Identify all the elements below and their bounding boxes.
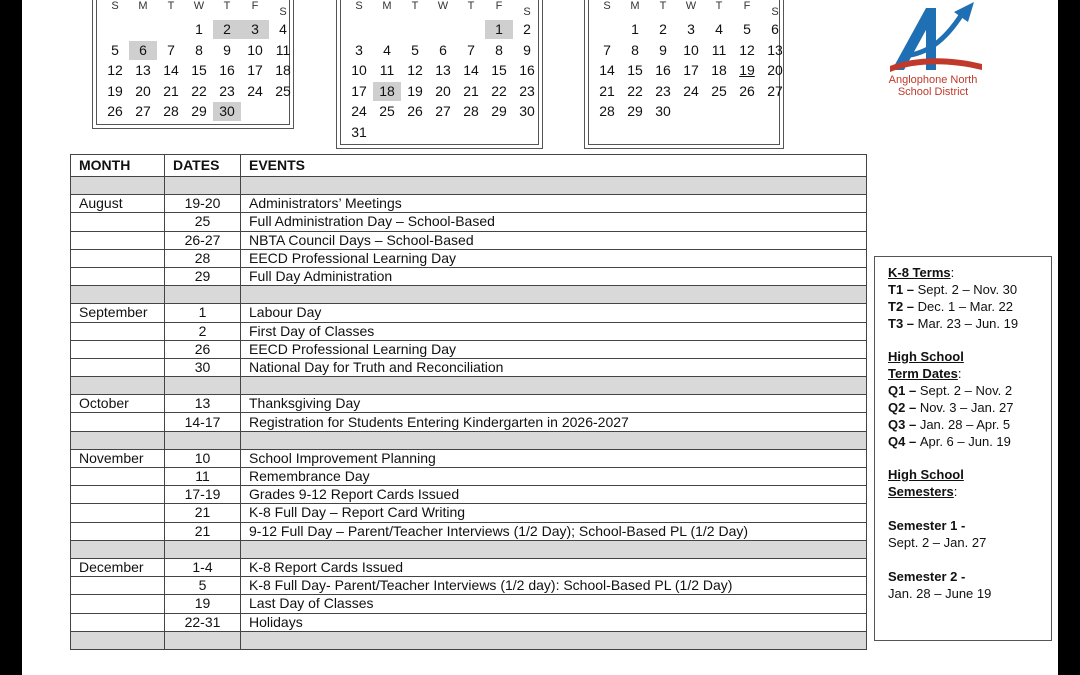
hs-terms-heading-1: High School bbox=[888, 349, 964, 364]
calendar-day: 22 bbox=[627, 82, 643, 99]
calendar-day: 11 bbox=[711, 41, 727, 58]
spacer-cell bbox=[165, 377, 241, 395]
calendar-day: 3 bbox=[355, 41, 363, 58]
term-label: T1 bbox=[888, 282, 904, 297]
month-cell bbox=[71, 322, 165, 340]
month-cell bbox=[71, 267, 165, 285]
calendar-weekday-header bbox=[337, 0, 542, 20]
table-row bbox=[71, 231, 867, 249]
calendar-day: 5 bbox=[111, 41, 119, 58]
table-row bbox=[71, 304, 867, 322]
spacer-cell bbox=[241, 377, 867, 395]
term-info-box: K-8 Terms: T1 – Sept. 2 – Nov. 30 T2 – Dec. 1 – Mar. 22 T3 – Mar. 23 – Jun. 19 High School Term Dates: Q1 – Sept. 2 – Nov. 2 Q2 – Nov. 3 – Jan. 27 Q3 – Jan. 28 – Apr. 5 Q4 – Apr. 6 – Jun. 19 High School Semesters: Semester 1 - Sept. 2 – Jan. 27 Semester 2 - Jan. 28 – June 19 bbox=[874, 256, 1052, 641]
calendar-day: 16 bbox=[219, 62, 235, 78]
month-cell: October bbox=[71, 395, 165, 413]
weekday-label: W bbox=[193, 0, 205, 12]
calendar-day: 1 bbox=[195, 21, 203, 37]
month-cell bbox=[71, 358, 165, 376]
table-row bbox=[71, 249, 867, 267]
table-row bbox=[71, 449, 867, 467]
spacer-cell bbox=[165, 286, 241, 304]
weekday-label: S bbox=[523, 6, 531, 18]
table-row bbox=[71, 213, 867, 231]
calendar-week-row bbox=[585, 61, 783, 81]
calendar-day: 17 bbox=[351, 82, 367, 99]
dates-cell: 5 bbox=[165, 577, 241, 595]
calendar-day: 9 bbox=[659, 41, 667, 58]
month-cell bbox=[71, 213, 165, 231]
term-line: T3 – Mar. 23 – Jun. 19 bbox=[888, 316, 1019, 331]
month-cell bbox=[71, 504, 165, 522]
hs-terms-heading-2: Term Dates bbox=[888, 366, 958, 381]
district-logo bbox=[870, 0, 996, 104]
weekday-label: T bbox=[659, 0, 667, 12]
calendar-day: 25 bbox=[711, 82, 727, 99]
calendar-week-row bbox=[585, 82, 783, 102]
calendar-day: 26 bbox=[107, 103, 123, 119]
dates-cell: 22-31 bbox=[165, 613, 241, 631]
dates-cell: 1 bbox=[165, 304, 241, 322]
calendar-week-row bbox=[585, 41, 783, 61]
dates-cell: 30 bbox=[165, 358, 241, 376]
k8-terms-heading: K-8 Terms bbox=[888, 265, 951, 280]
calendar-week-row bbox=[337, 41, 542, 61]
month-cell: September bbox=[71, 304, 165, 322]
month-cell bbox=[71, 595, 165, 613]
events-header: EVENTS bbox=[241, 155, 867, 177]
event-cell: Labour Day bbox=[241, 304, 867, 322]
calendar-day: 2 bbox=[659, 21, 667, 37]
calendar-day: 30 bbox=[655, 103, 671, 119]
calendar-day: 19 bbox=[739, 62, 755, 78]
weekday-label: T bbox=[167, 0, 175, 12]
weekday-label: W bbox=[685, 0, 697, 12]
mini-calendar-1 bbox=[92, 0, 294, 129]
spacer-cell bbox=[165, 177, 241, 195]
calendar-day: 7 bbox=[467, 41, 475, 58]
term-line: Q2 – Nov. 3 – Jan. 27 bbox=[888, 400, 1014, 415]
calendar-day: 8 bbox=[631, 41, 639, 58]
month-cell: August bbox=[71, 195, 165, 213]
semester2-range: Jan. 28 – June 19 bbox=[888, 586, 992, 601]
dates-cell: 17-19 bbox=[165, 486, 241, 504]
calendar-day: 2 bbox=[213, 20, 241, 39]
calendar-day: 16 bbox=[519, 62, 535, 78]
calendar-week-row bbox=[337, 61, 542, 81]
event-cell: First Day of Classes bbox=[241, 322, 867, 340]
term-range: Dec. 1 – Mar. 22 bbox=[917, 299, 1014, 314]
calendar-day: 8 bbox=[495, 41, 503, 58]
semester1-range: Sept. 2 – Jan. 27 bbox=[888, 535, 987, 550]
events-table bbox=[70, 154, 867, 650]
calendar-day: 29 bbox=[191, 103, 207, 119]
event-cell: Grades 9-12 Report Cards Issued bbox=[241, 486, 867, 504]
calendar-day: 26 bbox=[739, 82, 755, 99]
mini-calendar-3 bbox=[584, 0, 784, 149]
term-label: T2 bbox=[888, 299, 904, 314]
semester2-label: Semester 2 - bbox=[888, 569, 966, 584]
calendar-day: 11 bbox=[379, 62, 395, 78]
calendar-day: 13 bbox=[767, 41, 783, 58]
term-line: T2 – Dec. 1 – Mar. 22 bbox=[888, 299, 1014, 314]
calendar-day: 14 bbox=[163, 62, 179, 78]
event-cell: NBTA Council Days – School-Based bbox=[241, 231, 867, 249]
calendar-day: 4 bbox=[279, 21, 287, 37]
dates-cell: 28 bbox=[165, 249, 241, 267]
calendar-day: 22 bbox=[491, 82, 507, 99]
spacer-cell bbox=[165, 431, 241, 449]
dates-cell: 1-4 bbox=[165, 558, 241, 576]
semester1-label: Semester 1 - bbox=[888, 518, 966, 533]
table-row bbox=[71, 340, 867, 358]
calendar-day: 2 bbox=[523, 21, 531, 37]
hs-semesters-heading-2: Semesters bbox=[888, 484, 954, 499]
spacer-cell bbox=[165, 540, 241, 558]
calendar-day: 29 bbox=[627, 103, 643, 119]
calendar-day: 24 bbox=[247, 82, 263, 99]
calendar-week-row bbox=[337, 82, 542, 102]
calendar-day: 7 bbox=[167, 41, 175, 58]
calendar-week-row bbox=[337, 123, 542, 143]
calendar-day: 6 bbox=[129, 41, 157, 60]
table-row bbox=[71, 504, 867, 522]
calendar-day: 6 bbox=[439, 41, 447, 58]
month-cell bbox=[71, 522, 165, 540]
table-row bbox=[71, 358, 867, 376]
calendar-day: 22 bbox=[191, 82, 207, 99]
weekday-label: F bbox=[495, 0, 503, 12]
calendar-day: 18 bbox=[711, 62, 727, 78]
calendar-day: 10 bbox=[683, 41, 699, 58]
calendar-day: 5 bbox=[411, 41, 419, 58]
table-header-row bbox=[71, 155, 867, 177]
dates-cell: 19-20 bbox=[165, 195, 241, 213]
table-row bbox=[71, 486, 867, 504]
calendar-day: 15 bbox=[627, 62, 643, 78]
calendar-day: 13 bbox=[435, 62, 451, 78]
spacer-cell bbox=[71, 431, 165, 449]
calendar-day: 24 bbox=[683, 82, 699, 99]
term-range: Nov. 3 – Jan. 27 bbox=[919, 400, 1014, 415]
weekday-label: S bbox=[771, 6, 779, 18]
calendar-day: 4 bbox=[383, 41, 391, 58]
spacer-cell bbox=[241, 431, 867, 449]
calendar-day: 12 bbox=[407, 62, 423, 78]
calendar-day: 16 bbox=[655, 62, 671, 78]
event-cell: Registration for Students Entering Kindergarten in 2026-2027 bbox=[241, 413, 867, 431]
calendar-day: 14 bbox=[599, 62, 615, 78]
event-cell: K-8 Report Cards Issued bbox=[241, 558, 867, 576]
calendar-day: 20 bbox=[135, 82, 151, 99]
term-range: Sept. 2 – Nov. 2 bbox=[919, 383, 1013, 398]
weekday-label: S bbox=[603, 0, 611, 12]
calendar-day: 21 bbox=[599, 82, 615, 99]
month-cell: November bbox=[71, 449, 165, 467]
month-cell bbox=[71, 468, 165, 486]
spacer-row bbox=[71, 431, 867, 449]
dates-cell: 25 bbox=[165, 213, 241, 231]
calendar-weekday-header bbox=[93, 0, 293, 20]
calendar-day: 19 bbox=[407, 82, 423, 99]
calendar-day: 11 bbox=[275, 41, 291, 58]
calendar-day: 24 bbox=[351, 103, 367, 119]
term-label: Q1 bbox=[888, 383, 906, 398]
calendar-week-row bbox=[337, 20, 542, 40]
calendar-day: 31 bbox=[351, 123, 367, 140]
calendar-day: 29 bbox=[491, 103, 507, 119]
dates-cell: 13 bbox=[165, 395, 241, 413]
calendar-day: 18 bbox=[275, 62, 291, 78]
logo-text-line1: Anglophone North bbox=[888, 74, 978, 86]
weekday-label: T bbox=[467, 0, 475, 12]
spacer-cell bbox=[241, 286, 867, 304]
dates-cell: 26-27 bbox=[165, 231, 241, 249]
spacer-cell bbox=[71, 377, 165, 395]
event-cell: Holidays bbox=[241, 613, 867, 631]
calendar-day: 23 bbox=[655, 82, 671, 99]
dates-cell: 21 bbox=[165, 504, 241, 522]
term-line: Q1 – Sept. 2 – Nov. 2 bbox=[888, 383, 1013, 398]
spacer-row bbox=[71, 540, 867, 558]
term-range: Mar. 23 – Jun. 19 bbox=[917, 316, 1019, 331]
calendar-day: 19 bbox=[107, 82, 123, 99]
weekday-label: T bbox=[223, 0, 231, 12]
table-row bbox=[71, 395, 867, 413]
table-row bbox=[71, 522, 867, 540]
event-cell: School Improvement Planning bbox=[241, 449, 867, 467]
calendar-day: 25 bbox=[275, 82, 291, 99]
dates-cell: 21 bbox=[165, 522, 241, 540]
term-label: Q2 bbox=[888, 400, 906, 415]
table-row bbox=[71, 322, 867, 340]
weekday-label: F bbox=[743, 0, 751, 12]
event-cell: Remembrance Day bbox=[241, 468, 867, 486]
event-cell: Full Administration Day – School-Based bbox=[241, 213, 867, 231]
term-line: Q4 – Apr. 6 – Jun. 19 bbox=[888, 434, 1011, 449]
spacer-row bbox=[71, 377, 867, 395]
calendar-day: 13 bbox=[135, 62, 151, 78]
event-cell: EECD Professional Learning Day bbox=[241, 340, 867, 358]
calendar-day: 15 bbox=[191, 62, 207, 78]
spacer-cell bbox=[241, 540, 867, 558]
spacer-cell bbox=[165, 631, 241, 649]
event-cell: Administrators’ Meetings bbox=[241, 195, 867, 213]
event-cell: EECD Professional Learning Day bbox=[241, 249, 867, 267]
event-cell: Full Day Administration bbox=[241, 267, 867, 285]
dates-cell: 11 bbox=[165, 468, 241, 486]
spacer-cell bbox=[241, 631, 867, 649]
calendar-day: 26 bbox=[407, 103, 423, 119]
weekday-label: T bbox=[411, 0, 419, 12]
term-line: Q3 – Jan. 28 – Apr. 5 bbox=[888, 417, 1011, 432]
table-row bbox=[71, 613, 867, 631]
calendar-day: 20 bbox=[435, 82, 451, 99]
table-row bbox=[71, 468, 867, 486]
table-row bbox=[71, 195, 867, 213]
document-page bbox=[22, 0, 1058, 675]
calendar-day: 17 bbox=[247, 62, 263, 78]
calendar-day: 10 bbox=[247, 41, 263, 58]
calendar-day: 9 bbox=[223, 41, 231, 58]
calendar-day: 8 bbox=[195, 41, 203, 58]
logo-text-line2: School District bbox=[897, 86, 969, 98]
term-label: Q4 bbox=[888, 434, 906, 449]
spacer-cell bbox=[71, 540, 165, 558]
term-line: T1 – Sept. 2 – Nov. 30 bbox=[888, 282, 1018, 297]
calendar-week-row bbox=[93, 82, 293, 102]
event-cell: Last Day of Classes bbox=[241, 595, 867, 613]
calendar-day: 17 bbox=[683, 62, 699, 78]
calendar-day: 5 bbox=[743, 21, 751, 37]
hs-semesters-heading-1: High School bbox=[888, 467, 964, 482]
calendar-day: 14 bbox=[463, 62, 479, 78]
calendar-day: 23 bbox=[219, 82, 235, 99]
calendar-day: 25 bbox=[379, 103, 395, 119]
event-cell: K-8 Full Day – Report Card Writing bbox=[241, 504, 867, 522]
weekday-label: M bbox=[382, 0, 392, 12]
calendar-day: 9 bbox=[523, 41, 531, 58]
dates-cell: 19 bbox=[165, 595, 241, 613]
calendar-day: 1 bbox=[485, 20, 513, 39]
calendar-day: 27 bbox=[135, 103, 151, 119]
spacer-row bbox=[71, 286, 867, 304]
event-cell: National Day for Truth and Reconciliation bbox=[241, 358, 867, 376]
table-row bbox=[71, 595, 867, 613]
calendar-week-row bbox=[93, 61, 293, 81]
month-cell bbox=[71, 340, 165, 358]
term-range: Jan. 28 – Apr. 5 bbox=[919, 417, 1011, 432]
calendar-day: 3 bbox=[687, 21, 695, 37]
table-row bbox=[71, 577, 867, 595]
month-header: MONTH bbox=[71, 155, 165, 177]
weekday-label: S bbox=[111, 0, 119, 12]
event-cell: K-8 Full Day- Parent/Teacher Interviews (1/2 day): School-Based PL (1/2 Day) bbox=[241, 577, 867, 595]
weekday-label: W bbox=[437, 0, 449, 12]
dates-cell: 26 bbox=[165, 340, 241, 358]
dates-cell: 29 bbox=[165, 267, 241, 285]
month-cell bbox=[71, 231, 165, 249]
event-cell: 9-12 Full Day – Parent/Teacher Interviews (1/2 Day); School-Based PL (1/2 Day) bbox=[241, 522, 867, 540]
term-range: Apr. 6 – Jun. 19 bbox=[919, 434, 1011, 449]
calendar-week-row bbox=[337, 102, 542, 122]
event-cell: Thanksgiving Day bbox=[241, 395, 867, 413]
weekday-label: T bbox=[715, 0, 723, 12]
calendar-day: 28 bbox=[163, 103, 179, 119]
calendar-day: 27 bbox=[435, 103, 451, 119]
table-row bbox=[71, 558, 867, 576]
month-cell bbox=[71, 249, 165, 267]
month-cell bbox=[71, 413, 165, 431]
dates-cell: 2 bbox=[165, 322, 241, 340]
month-cell bbox=[71, 486, 165, 504]
term-range: Sept. 2 – Nov. 30 bbox=[917, 282, 1018, 297]
weekday-label: M bbox=[138, 0, 148, 12]
dates-header: DATES bbox=[165, 155, 241, 177]
table-row bbox=[71, 267, 867, 285]
term-label: T3 bbox=[888, 316, 904, 331]
calendar-day: 6 bbox=[771, 21, 779, 37]
calendar-day: 21 bbox=[463, 82, 479, 99]
calendar-day: 15 bbox=[491, 62, 507, 78]
calendar-day: 3 bbox=[241, 20, 269, 39]
calendar-weekday-header bbox=[585, 0, 783, 20]
calendar-week-row bbox=[93, 102, 293, 122]
term-label: Q3 bbox=[888, 417, 906, 432]
calendar-day: 12 bbox=[107, 62, 123, 78]
month-cell bbox=[71, 577, 165, 595]
weekday-label: S bbox=[279, 6, 287, 18]
calendar-week-row bbox=[585, 20, 783, 40]
weekday-label: M bbox=[630, 0, 640, 12]
month-cell bbox=[71, 613, 165, 631]
calendar-week-row bbox=[585, 102, 783, 122]
month-cell: December bbox=[71, 558, 165, 576]
spacer-cell bbox=[241, 177, 867, 195]
calendar-day: 30 bbox=[213, 102, 241, 121]
weekday-label: S bbox=[355, 0, 363, 12]
calendar-day: 21 bbox=[163, 82, 179, 99]
calendar-day: 4 bbox=[715, 21, 723, 37]
spacer-cell bbox=[71, 177, 165, 195]
spacer-cell bbox=[71, 631, 165, 649]
calendar-day: 18 bbox=[373, 82, 401, 101]
calendar-day: 27 bbox=[767, 82, 783, 99]
mini-calendar-2 bbox=[336, 0, 543, 149]
calendar-day: 23 bbox=[519, 82, 535, 99]
spacer-row bbox=[71, 631, 867, 649]
calendar-day: 7 bbox=[603, 41, 611, 58]
calendar-day: 10 bbox=[351, 62, 367, 78]
calendar-day: 1 bbox=[631, 21, 639, 37]
calendar-week-row bbox=[93, 41, 293, 61]
dates-cell: 10 bbox=[165, 449, 241, 467]
spacer-cell bbox=[71, 286, 165, 304]
weekday-label: F bbox=[251, 0, 259, 12]
calendar-day: 28 bbox=[463, 103, 479, 119]
logo-mark-icon bbox=[870, 0, 996, 78]
dates-cell: 14-17 bbox=[165, 413, 241, 431]
calendar-day: 20 bbox=[767, 62, 783, 78]
calendar-week-row bbox=[93, 20, 293, 40]
calendar-day: 28 bbox=[599, 103, 615, 119]
calendar-day: 12 bbox=[739, 41, 755, 58]
calendar-day: 30 bbox=[519, 103, 535, 119]
table-row bbox=[71, 413, 867, 431]
spacer-row bbox=[71, 177, 867, 195]
